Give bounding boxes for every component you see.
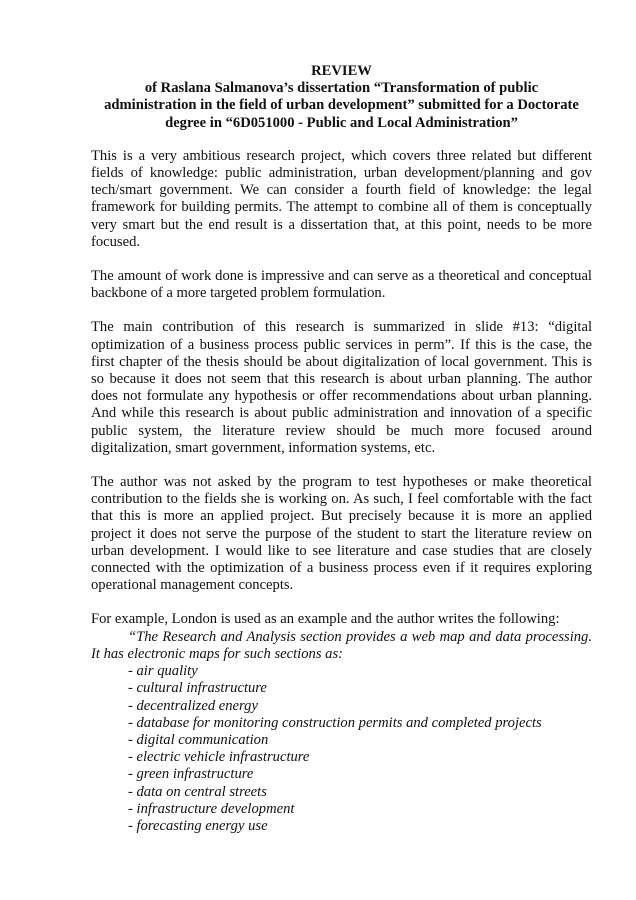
paragraph-applied-project: The author was not asked by the program to test hypotheses or make theoretical contribution to the fields she is working on. As such, I feel comfortable with the fact that this is more an applied project. But precisely because it is more an applied project it does not serve the purpose of the student to start the literature review on urban development. I would like to see literature and case studies that are closely connected with the optimization of a business process even if it requires exploring operational management concepts. (91, 474, 592, 594)
paragraph-main-contribution: The main contribution of this research is summarized in slide #13: “digital optimization of a business process public services in perm”. If this is the case, the first chapter of the thesis should be about digitalization of local government. This is so because it does not seem that this research is about urban planning. The author does not formulate any hypothesis or offer recommendations about urban planning. And while this research is about public administration and innovation of a specific public system, the literature review should be much more focused around digitalization, smart government, information systems, etc. (91, 319, 592, 456)
list-item: - forecasting energy use (128, 817, 268, 834)
heading-title: REVIEW (311, 63, 372, 79)
list-item: - electric vehicle infrastructure (128, 749, 310, 766)
paragraph-amount-of-work: The amount of work done is impressive and can serve as a theoretical and conceptual backbone of a more targeted problem formulation. (91, 268, 592, 302)
list-item: - green infrastructure (128, 766, 254, 783)
review-heading (81, 63, 602, 132)
list-item: - cultural infrastructure (128, 680, 267, 697)
quoted-passage: “The Research and Analysis section provides a web map and data processing. It has electronic maps for such sections as: (91, 628, 592, 662)
list-item: - data on central streets (128, 783, 267, 800)
quoted-list (91, 663, 592, 835)
heading-subtitle-line-1: of Raslana Salmanova’s dissertation “Transformation of public (144, 80, 539, 97)
heading-subtitle-line-3: degree in “6D051000 - Public and Local Administration” (165, 114, 518, 131)
list-item: - decentralized energy (128, 697, 258, 714)
list-item: - air quality (128, 663, 198, 680)
list-item: - digital communication (128, 731, 269, 748)
heading-subtitle-line-2: administration in the field of urban development” submitted for a Doctorate (104, 97, 579, 114)
list-item: - database for monitoring construction permits and completed projects (128, 714, 542, 731)
list-item: - infrastructure development (128, 800, 295, 817)
paragraph-scope: This is a very ambitious research project, which covers three related but different fields of knowledge: public administration, urban development/planning and gov tech/smart government. We can consider a fourth field of knowledge: the legal framework for building permits. The attempt to combine all of them is conceptually very smart but the end result is a dissertation that, at this point, needs to be more focused. (91, 147, 592, 250)
paragraph-london-example: For example, London is used as an example and the author writes the following: (91, 611, 560, 628)
